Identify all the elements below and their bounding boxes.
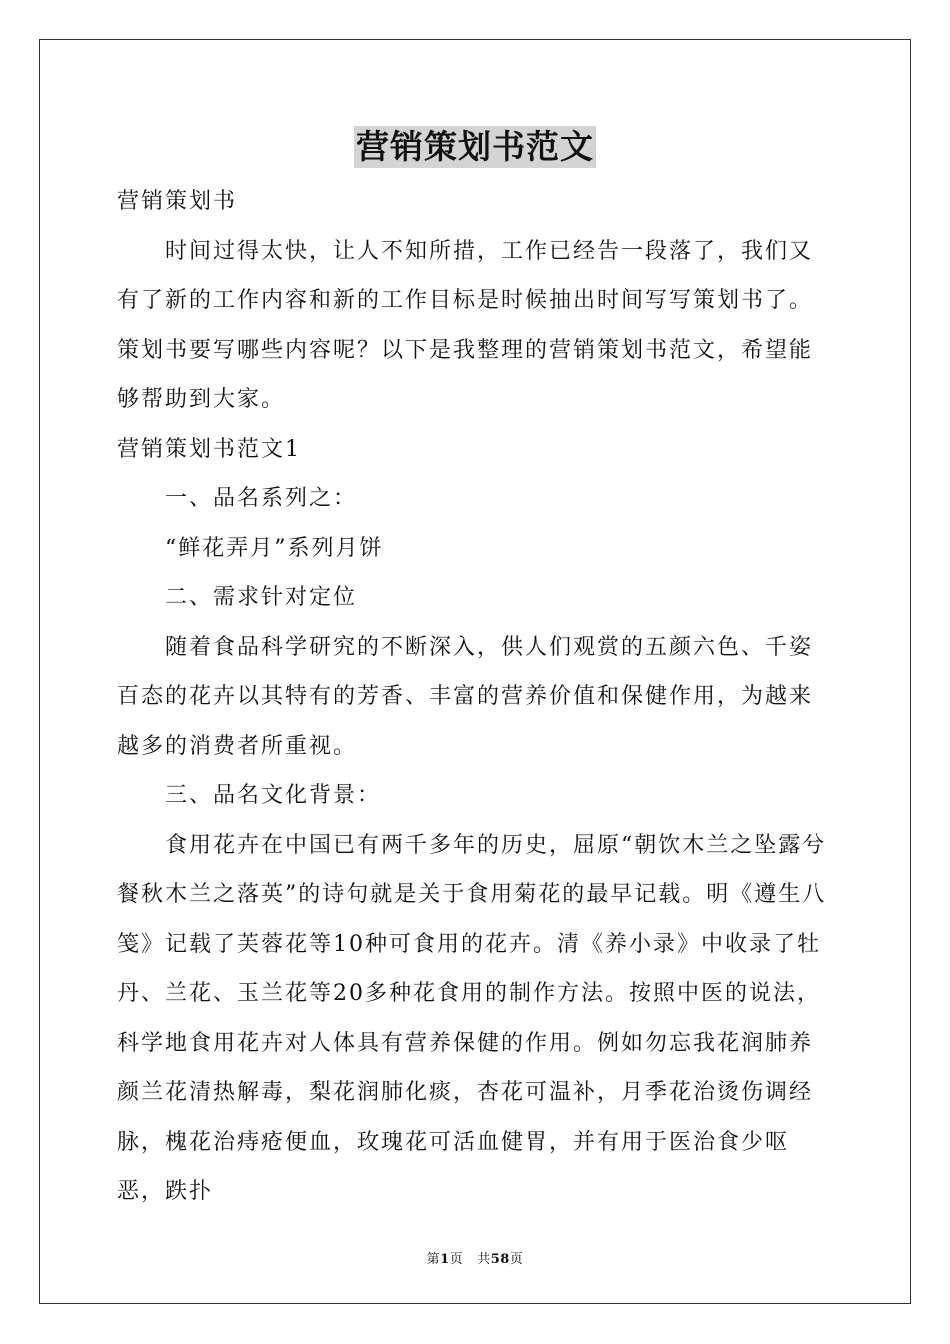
total-prefix: 共 (477, 1252, 491, 1267)
title-container (0, 126, 950, 168)
paragraph: 营销策划书 (117, 189, 238, 214)
paragraph: 时间过得太快，让人不知所措，工作已经告一段落了，我们又有了新的工作内容和新的工作目标是时候抽出时间写写策划书了。策划书要写哪些内容呢？以下是我整理的营销策划书范文，希望能够帮助到大家。 (117, 238, 814, 412)
document-title: 营销策划书范文 (356, 127, 594, 166)
total-suffix: 页 (509, 1252, 524, 1267)
page-number: 1 (440, 1252, 450, 1267)
paragraph: 一、品名系列之： (165, 486, 358, 511)
page-suffix: 页 (449, 1252, 464, 1267)
paragraph: 食用花卉在中国已有两千多年的历史，屈原“朝饮木兰之坠露兮餐秋木兰之落英”的诗句就是关于食用菊花的最早记载。明《遵生八笺》记载了芙蓉花等10种可食用的花卉。清《养小录》中收录了牡丹、兰花、玉兰花等20多种花食用的制作方法。按照中医的说法，科学地食用花卉对人体具有营养保健的作用。例如勿忘我花润肺养颜兰花清热解毒，梨花润肺化痰，杏花可温补，月季花治烫伤调经脉，槐花治痔疮便血，玫瑰花可活血健胃，并有用于医治食少呕恶，跌扑 (117, 832, 827, 1204)
page-footer (0, 1248, 950, 1267)
paragraph: 三、品名文化背景： (165, 783, 382, 808)
document-body (117, 177, 833, 1217)
paragraph: “鲜花弄月”系列月饼 (165, 535, 384, 561)
paragraph: 随着食品科学研究的不断深入，供人们观赏的五颜六色、千姿百态的花卉以其特有的芳香、丰富的营养价值和保健作用，为越来越多的消费者所重视。 (117, 634, 814, 759)
total-pages: 58 (490, 1252, 510, 1267)
paragraph: 二、需求针对定位 (165, 585, 358, 610)
page-prefix: 第 (426, 1252, 441, 1267)
paragraph: 营销策划书范文1 (117, 436, 301, 462)
